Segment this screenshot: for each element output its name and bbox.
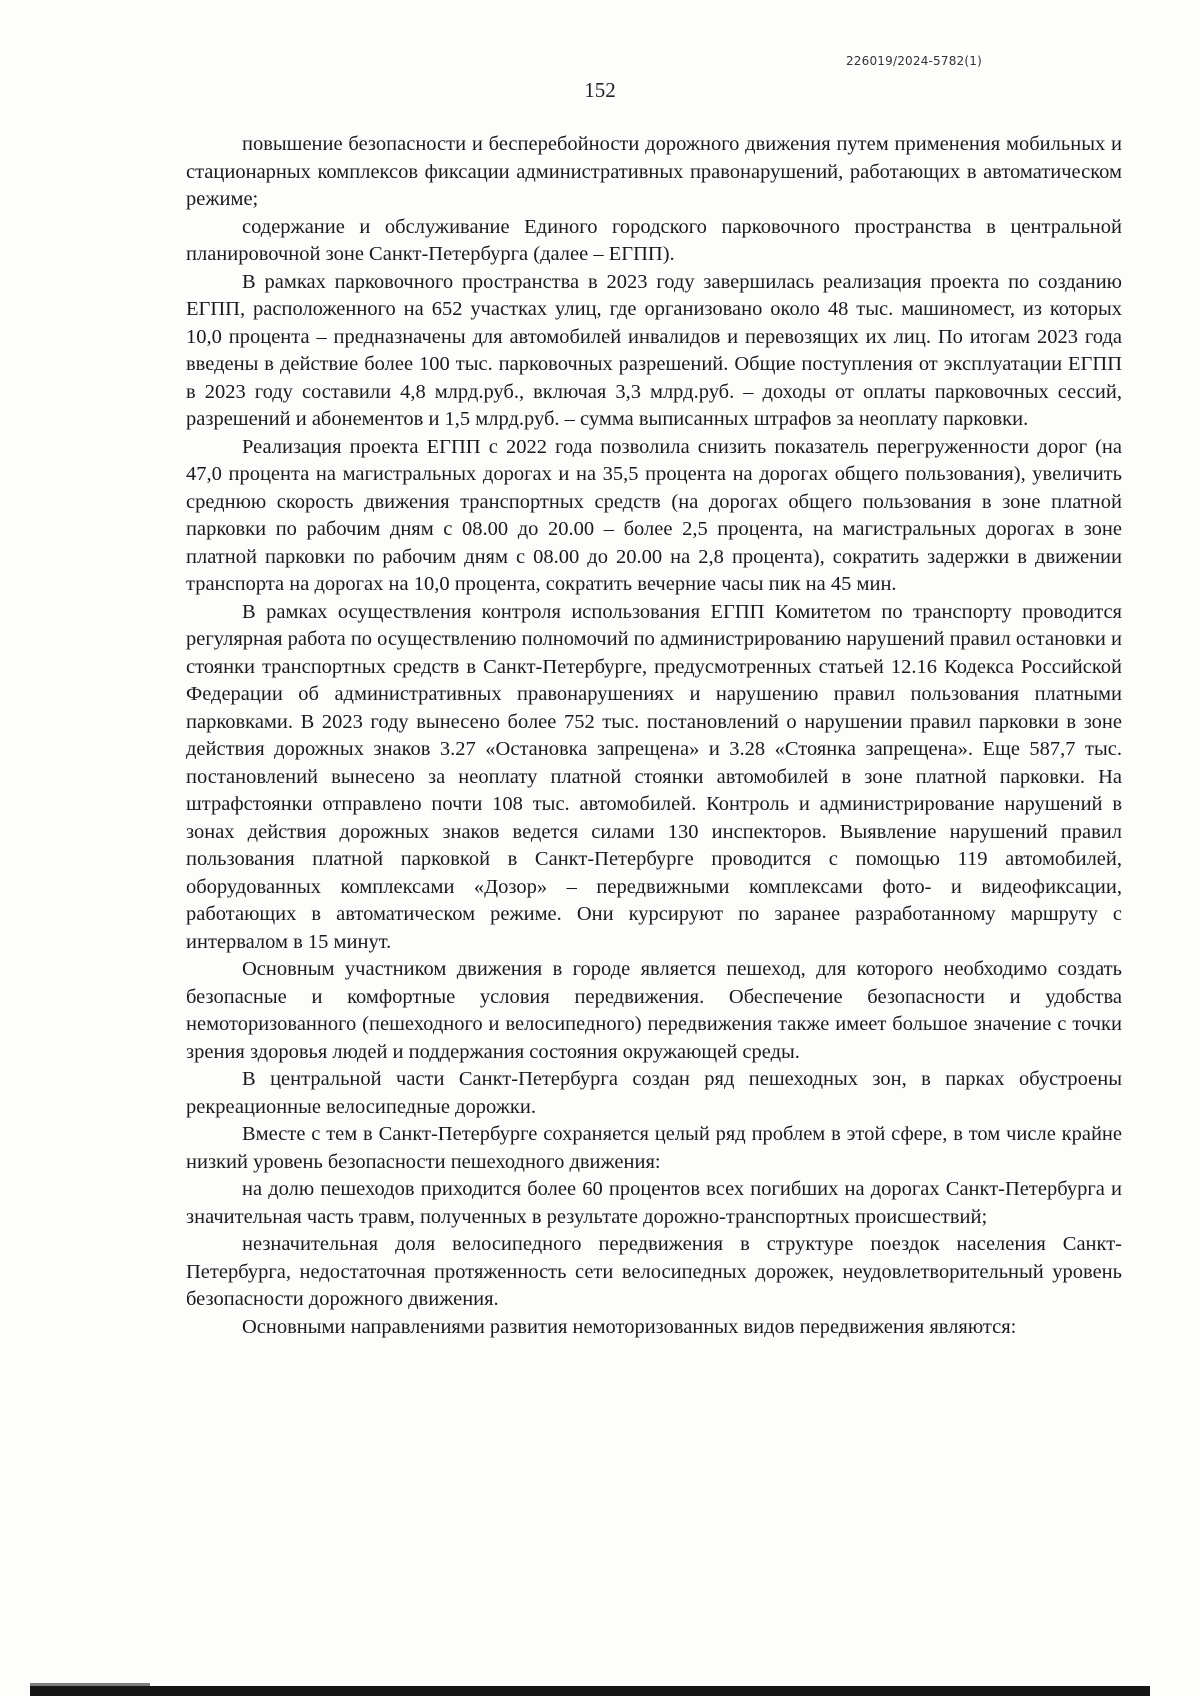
paragraph: Вместе с тем в Санкт-Петербурге сохраняется целый ряд проблем в этой сфере, в том числе крайне низкий уровень безопасности пешеходного движения: [186,1123,1122,1173]
paragraph: содержание и обслуживание Единого городского парковочного пространства в центральной планировочной зоне Санкт-Петербурга (далее – ЕГПП). [186,215,1122,265]
paragraph: В рамках парковочного пространства в 2023 году завершилась реализация проекта по созданию ЕГПП, расположенного на 652 участках улиц, где организовано около 48 тыс. машиномест, из которых 10,0 процента – предназначены для автомобилей инвалидов и перевозящих их лиц. По итогам 2023 года введены в действие более 100 тыс. парковочных разрешений. Общие поступления от эксплуатации ЕГПП в 2023 году составили 4,8 млрд.руб., включая 3,3 млрд.руб. – доходы от оплаты парковочных сессий, разрешений и абонементов и 1,5 млрд.руб. – сумма выписанных штрафов за неоплату парковки. [186,270,1122,430]
page-number: 152 [584,78,616,102]
document-body [186,131,1122,1341]
paragraph: В центральной части Санкт-Петербурга создан ряд пешеходных зон, в парках обустроены рекреационные велосипедные дорожки. [186,1068,1122,1118]
scan-bottom-stripe [30,1686,1150,1696]
document-id: 226019/2024-5782(1) [845,54,982,68]
paragraph: В рамках осуществления контроля использования ЕГПП Комитетом по транспорту проводится регулярная работа по осуществлению полномочий по администрированию нарушений правил остановки и стоянки транспортных средств в Санкт-Петербурге, предусмотренных статьей 12.16 Кодекса Российской Федерации об административных правонарушениях и нарушению правил пользования платными парковками. В 2023 году вынесено более 752 тыс. постановлений о нарушении правил парковки в зоне действия дорожных знаков 3.27 «Остановка запрещена» и 3.28 «Стоянка запрещена». Еще 587,7 тыс. постановлений вынесено за неоплату платной стоянки автомобилей в зоне платной парковки. На штрафстоянки отправлено почти 108 тыс. автомобилей. Контроль и администрирование нарушений в зонах действия дорожных знаков ведется силами 130 инспекторов. Выявление нарушений правил пользования платной парковкой в Санкт-Петербурге проводится с помощью 119 автомобилей, оборудованных комплексами «Дозор» – передвижными комплексами фото- и видеофиксации, работающих в автоматическом режиме. Они курсируют по заранее разработанному маршруту с интервалом в 15 минут. [186,600,1122,953]
paragraph: Основным участником движения в городе является пешеход, для которого необходимо создать безопасные и комфортные условия передвижения. Обеспечение безопасности и удобства немоторизованного (пешеходного и велосипедного) передвижения также имеет большое значение с точки зрения здоровья людей и поддержания состояния окружающей среды. [186,958,1122,1063]
paragraph: Основными направлениями развития немоторизованных видов передвижения являются: [242,1315,1017,1338]
paragraph: на долю пешеходов приходится более 60 процентов всех погибших на дорогах Санкт-Петербурга и значительная часть травм, полученных в результате дорожно-транспортных происшествий; [186,1178,1122,1228]
paragraph: Реализация проекта ЕГПП с 2022 года позволила снизить показатель перегруженности дорог (на 47,0 процента на магистральных дорогах и на 35,5 процента на дорогах общего пользования), увеличить среднюю скорость движения транспортных средств (на дорогах общего пользования в зоне платной парковки по рабочим дням с 08.00 до 20.00 – более 2,5 процента, на магистральных дорогах в зоне платной парковки по рабочим дням с 08.00 до 20.00 на 2,8 процента), сократить задержки в движении транспорта на дорогах на 10,0 процента, сократить вечерние часы пик на 45 мин. [186,435,1122,595]
paragraph: повышение безопасности и бесперебойности дорожного движения путем применения мобильных и стационарных комплексов фиксации административных правонарушений, работающих в автоматическом режиме; [186,133,1122,210]
paragraph: незначительная доля велосипедного передвижения в структуре поездок населения Санкт-Петербурга, недостаточная протяженность сети велосипедных дорожек, неудовлетворительный уровень безопасности дорожного движения. [186,1233,1122,1310]
